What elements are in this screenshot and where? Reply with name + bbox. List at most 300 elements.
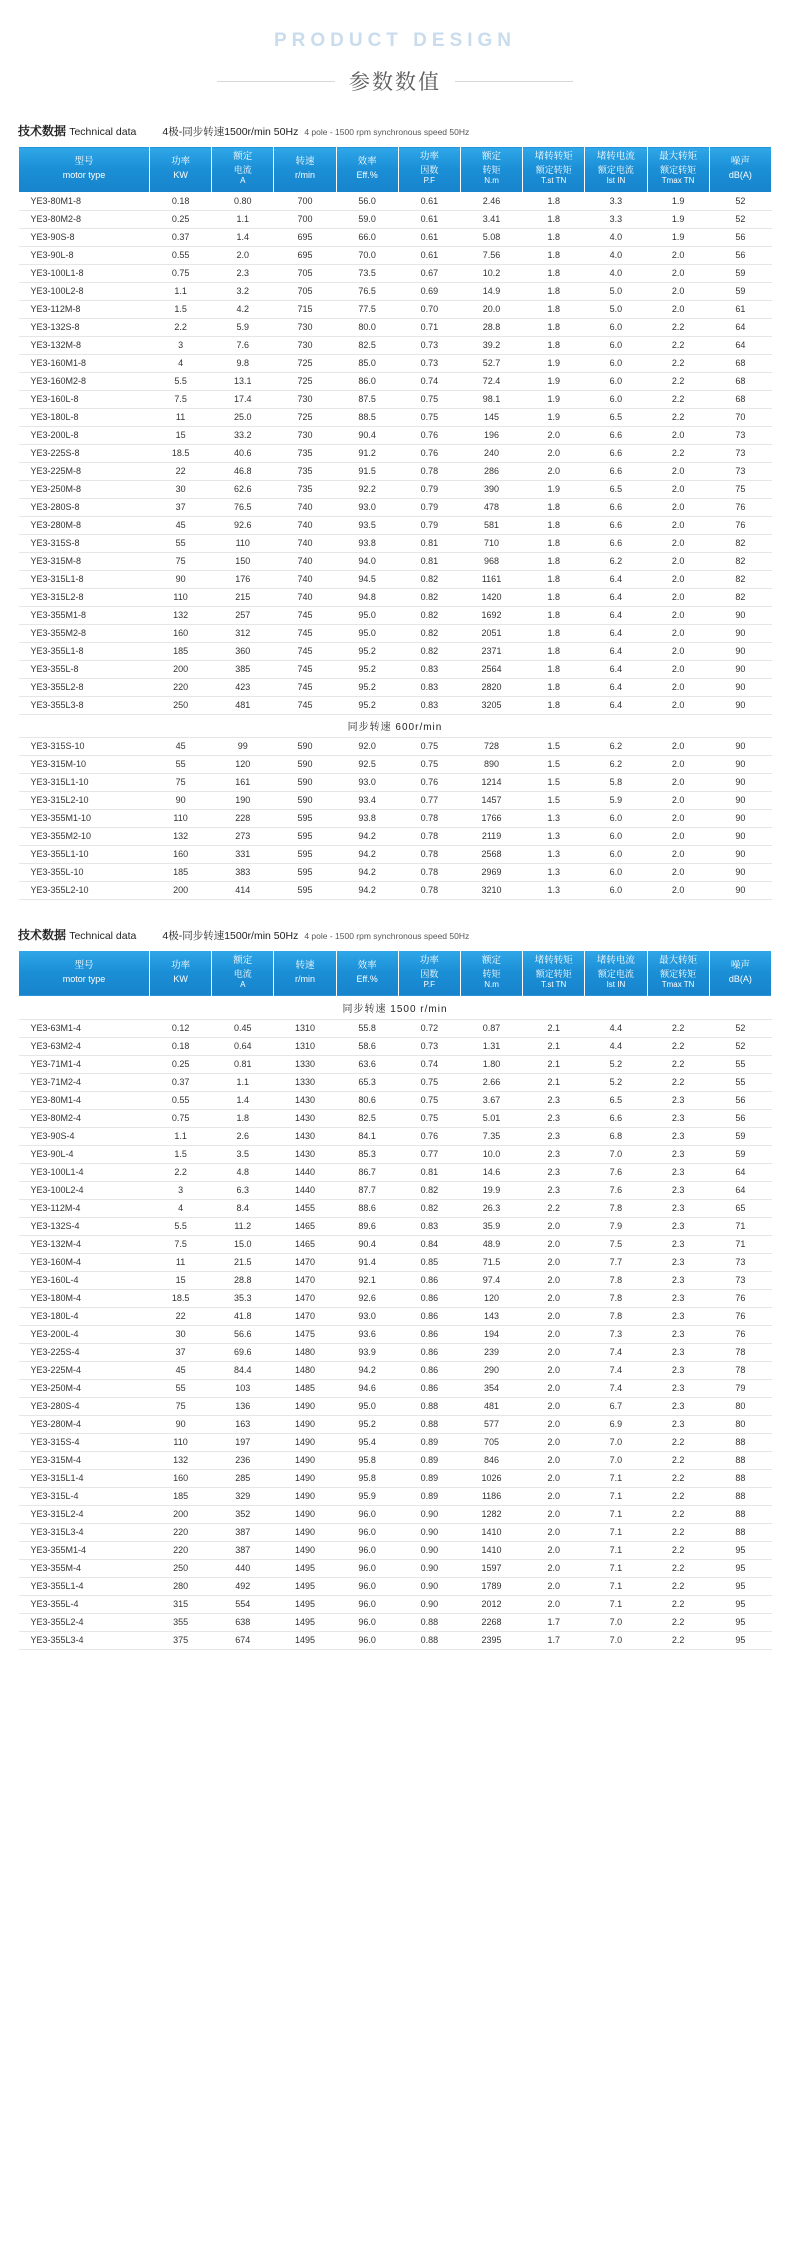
- cell-value: 15: [150, 426, 212, 444]
- cell-value: 0.78: [398, 863, 460, 881]
- cell-value: 2.3: [523, 1145, 585, 1163]
- cell-value: 0.74: [398, 1055, 460, 1073]
- cell-value: 2.2: [647, 390, 709, 408]
- cell-value: 94.8: [336, 588, 398, 606]
- cell-value: 5.9: [585, 791, 647, 809]
- table-row: [19, 336, 772, 354]
- spec-table: [18, 950, 772, 1650]
- cell-value: 88: [709, 1433, 771, 1451]
- cell-value: 90: [709, 606, 771, 624]
- cell-value: 1310: [274, 1037, 336, 1055]
- cell-value: 75: [150, 552, 212, 570]
- cell-value: 93.6: [336, 1325, 398, 1343]
- cell-value: 95.0: [336, 1397, 398, 1415]
- cell-value: 1.8: [523, 498, 585, 516]
- cell-value: 2.0: [647, 845, 709, 863]
- cell-motor-type: YE3-80M2-8: [19, 210, 150, 228]
- cell-value: 26.3: [460, 1199, 522, 1217]
- page-title-cn: 参数数值: [349, 71, 441, 94]
- cell-value: 62.6: [212, 480, 274, 498]
- cell-value: 1.8: [523, 210, 585, 228]
- cell-value: 2.0: [523, 1397, 585, 1415]
- cell-value: 76: [709, 1289, 771, 1307]
- cell-value: 1490: [274, 1451, 336, 1469]
- cell-value: 4.0: [585, 264, 647, 282]
- cell-value: 1.3: [523, 809, 585, 827]
- cell-value: 375: [150, 1631, 212, 1649]
- cell-value: 0.81: [398, 534, 460, 552]
- cell-value: 700: [274, 210, 336, 228]
- column-header: 型号 motor type: [19, 950, 150, 996]
- cell-motor-type: YE3-71M2-4: [19, 1073, 150, 1091]
- cell-value: 64: [709, 1181, 771, 1199]
- cell-value: 185: [150, 642, 212, 660]
- cell-value: 78: [709, 1343, 771, 1361]
- column-header: 效率 Eff.%: [336, 950, 398, 996]
- cell-value: 2.2: [647, 1019, 709, 1037]
- cell-motor-type: YE3-315L1-4: [19, 1469, 150, 1487]
- cell-value: 90: [150, 570, 212, 588]
- cell-value: 15.0: [212, 1235, 274, 1253]
- cell-value: 11: [150, 408, 212, 426]
- cell-value: 0.77: [398, 791, 460, 809]
- cell-value: 0.18: [150, 1037, 212, 1055]
- cell-value: 745: [274, 606, 336, 624]
- cell-value: 200: [150, 1505, 212, 1523]
- cell-motor-type: YE3-280S-8: [19, 498, 150, 516]
- cell-motor-type: YE3-132M-8: [19, 336, 150, 354]
- cell-value: 132: [150, 606, 212, 624]
- cell-motor-type: YE3-315L2-8: [19, 588, 150, 606]
- cell-value: 6.0: [585, 318, 647, 336]
- cell-value: 590: [274, 755, 336, 773]
- cell-value: 2.2: [647, 1055, 709, 1073]
- table-row: [19, 1613, 772, 1631]
- cell-value: 2.0: [647, 881, 709, 899]
- cell-value: 2.0: [647, 246, 709, 264]
- cell-value: 90: [709, 791, 771, 809]
- cell-value: 90: [709, 642, 771, 660]
- table-row: [19, 755, 772, 773]
- cell-value: 2.2: [647, 1559, 709, 1577]
- cell-value: 705: [274, 264, 336, 282]
- cell-value: 1470: [274, 1307, 336, 1325]
- cell-value: 2.3: [647, 1199, 709, 1217]
- cell-motor-type: YE3-132M-4: [19, 1235, 150, 1253]
- table-row: [19, 210, 772, 228]
- cell-value: 7.8: [585, 1199, 647, 1217]
- cell-value: 93.9: [336, 1343, 398, 1361]
- cell-value: 2.0: [523, 1307, 585, 1325]
- cell-value: 2.0: [647, 426, 709, 444]
- cell-value: 7.0: [585, 1613, 647, 1631]
- table-row: [19, 192, 772, 210]
- table-row: [19, 264, 772, 282]
- cell-value: 2.0: [647, 642, 709, 660]
- cell-value: 1.9: [523, 372, 585, 390]
- cell-motor-type: YE3-80M1-4: [19, 1091, 150, 1109]
- cell-value: 1692: [460, 606, 522, 624]
- cell-value: 1470: [274, 1253, 336, 1271]
- cell-value: 91.5: [336, 462, 398, 480]
- column-header: 转速 r/min: [274, 950, 336, 996]
- cell-value: 0.90: [398, 1523, 460, 1541]
- cell-value: 6.6: [585, 426, 647, 444]
- cell-value: 1490: [274, 1433, 336, 1451]
- cell-value: 103: [212, 1379, 274, 1397]
- cell-value: 82.5: [336, 1109, 398, 1127]
- cell-value: 1.8: [523, 516, 585, 534]
- cell-value: 1.8: [212, 1109, 274, 1127]
- cell-value: 76: [709, 1307, 771, 1325]
- cell-value: 37: [150, 1343, 212, 1361]
- cell-value: 1.8: [523, 318, 585, 336]
- cell-value: 5.5: [150, 1217, 212, 1235]
- cell-value: 725: [274, 408, 336, 426]
- cell-value: 2.0: [523, 1361, 585, 1379]
- cell-value: 2.0: [647, 863, 709, 881]
- cell-value: 48.9: [460, 1235, 522, 1253]
- cell-value: 56.0: [336, 192, 398, 210]
- cell-value: 7.6: [212, 336, 274, 354]
- cell-value: 236: [212, 1451, 274, 1469]
- cell-value: 383: [212, 863, 274, 881]
- cell-value: 94.2: [336, 827, 398, 845]
- cell-value: 0.18: [150, 192, 212, 210]
- cell-value: 0.90: [398, 1577, 460, 1595]
- cell-value: 2.0: [647, 282, 709, 300]
- cell-value: 7.9: [585, 1217, 647, 1235]
- cell-value: 76: [709, 498, 771, 516]
- table-row: [19, 1325, 772, 1343]
- cell-value: 88.6: [336, 1199, 398, 1217]
- cell-value: 0.83: [398, 696, 460, 714]
- cell-value: 66.0: [336, 228, 398, 246]
- cell-value: 6.6: [585, 498, 647, 516]
- cell-value: 385: [212, 660, 274, 678]
- cell-value: 55.8: [336, 1019, 398, 1037]
- cell-value: 82: [709, 570, 771, 588]
- cell-value: 7.8: [585, 1307, 647, 1325]
- cell-value: 1430: [274, 1091, 336, 1109]
- cell-value: 19.9: [460, 1181, 522, 1199]
- cell-value: 52.7: [460, 354, 522, 372]
- column-header: 额定 转矩 N.m: [460, 950, 522, 996]
- cell-motor-type: YE3-355L2-10: [19, 881, 150, 899]
- cell-value: 414: [212, 881, 274, 899]
- cell-value: 2.0: [647, 480, 709, 498]
- cell-motor-type: YE3-80M1-8: [19, 192, 150, 210]
- cell-motor-type: YE3-225S-8: [19, 444, 150, 462]
- cell-value: 110: [150, 809, 212, 827]
- cell-value: 55: [709, 1055, 771, 1073]
- cell-value: 2.3: [523, 1091, 585, 1109]
- cell-value: 6.0: [585, 336, 647, 354]
- cell-value: 85.3: [336, 1145, 398, 1163]
- cell-value: 6.0: [585, 372, 647, 390]
- table-row: [19, 1379, 772, 1397]
- cell-value: 0.79: [398, 498, 460, 516]
- table-row: [19, 1019, 772, 1037]
- cell-value: 0.82: [398, 588, 460, 606]
- cell-value: 6.7: [585, 1397, 647, 1415]
- cell-value: 55: [150, 534, 212, 552]
- cell-value: 196: [460, 426, 522, 444]
- cell-value: 2.0: [647, 791, 709, 809]
- cell-value: 215: [212, 588, 274, 606]
- cell-value: 2.0: [523, 1541, 585, 1559]
- cell-value: 163: [212, 1415, 274, 1433]
- cell-value: 0.45: [212, 1019, 274, 1037]
- table-row: [19, 480, 772, 498]
- cell-value: 56: [709, 1109, 771, 1127]
- cell-value: 2.3: [523, 1109, 585, 1127]
- table-row: [19, 1505, 772, 1523]
- cell-value: 6.4: [585, 570, 647, 588]
- cell-value: 3205: [460, 696, 522, 714]
- cell-motor-type: YE3-355L2-4: [19, 1613, 150, 1631]
- cell-value: 968: [460, 552, 522, 570]
- cell-value: 185: [150, 863, 212, 881]
- cell-value: 37: [150, 498, 212, 516]
- cell-value: 95: [709, 1595, 771, 1613]
- table-row: [19, 1037, 772, 1055]
- cell-value: 228: [212, 809, 274, 827]
- cell-value: 0.88: [398, 1613, 460, 1631]
- column-header: 转速 r/min: [274, 147, 336, 193]
- cell-motor-type: YE3-132S-8: [19, 318, 150, 336]
- cell-value: 95.2: [336, 660, 398, 678]
- cell-value: 6.2: [585, 552, 647, 570]
- cell-value: 79: [709, 1379, 771, 1397]
- section-title-en: Technical data: [69, 929, 137, 942]
- section-title-cn: 技术数据: [18, 927, 67, 942]
- cell-value: 2.6: [212, 1127, 274, 1145]
- cell-value: 1465: [274, 1217, 336, 1235]
- cell-value: 93.0: [336, 773, 398, 791]
- column-header: 额定 转矩 N.m: [460, 147, 522, 193]
- cell-value: 95.2: [336, 678, 398, 696]
- cell-value: 352: [212, 1505, 274, 1523]
- cell-value: 33.2: [212, 426, 274, 444]
- cell-value: 0.75: [398, 755, 460, 773]
- cell-value: 1490: [274, 1505, 336, 1523]
- cell-motor-type: YE3-355L3-8: [19, 696, 150, 714]
- spec-table: [18, 146, 772, 900]
- cell-value: 705: [274, 282, 336, 300]
- cell-value: 68: [709, 372, 771, 390]
- cell-value: 423: [212, 678, 274, 696]
- cell-value: 1.8: [523, 192, 585, 210]
- cell-value: 2.3: [647, 1271, 709, 1289]
- cell-value: 1.5: [523, 737, 585, 755]
- cell-value: 22: [150, 1307, 212, 1325]
- cell-value: 0.79: [398, 516, 460, 534]
- cell-value: 0.73: [398, 1037, 460, 1055]
- table-row: [19, 318, 772, 336]
- cell-motor-type: YE3-90S-4: [19, 1127, 150, 1145]
- cell-value: 2.3: [647, 1361, 709, 1379]
- table-row: [19, 588, 772, 606]
- table-row: [19, 737, 772, 755]
- cell-motor-type: YE3-180L-4: [19, 1307, 150, 1325]
- cell-value: 90: [709, 773, 771, 791]
- cell-value: 7.56: [460, 246, 522, 264]
- cell-value: 0.25: [150, 210, 212, 228]
- cell-value: 0.86: [398, 1325, 460, 1343]
- cell-value: 735: [274, 480, 336, 498]
- section-subtitle-en: 4 pole - 1500 rpm synchronous speed 50Hz: [304, 930, 470, 941]
- cell-value: 1.8: [523, 552, 585, 570]
- cell-motor-type: YE3-90S-8: [19, 228, 150, 246]
- cell-value: 84.4: [212, 1361, 274, 1379]
- cell-value: 6.2: [585, 755, 647, 773]
- cell-value: 2.3: [647, 1379, 709, 1397]
- cell-value: 2.0: [523, 1217, 585, 1235]
- cell-value: 1.5: [523, 755, 585, 773]
- cell-value: 8.4: [212, 1199, 274, 1217]
- cell-value: 1.5: [150, 1145, 212, 1163]
- cell-value: 2.3: [647, 1109, 709, 1127]
- cell-value: 0.82: [398, 1199, 460, 1217]
- cell-value: 0.86: [398, 1379, 460, 1397]
- cell-value: 1440: [274, 1181, 336, 1199]
- cell-value: 77.5: [336, 300, 398, 318]
- cell-motor-type: YE3-63M2-4: [19, 1037, 150, 1055]
- cell-motor-type: YE3-200L-4: [19, 1325, 150, 1343]
- cell-value: 0.75: [398, 1091, 460, 1109]
- cell-value: 45: [150, 516, 212, 534]
- cell-motor-type: YE3-112M-4: [19, 1199, 150, 1217]
- cell-value: 2.3: [523, 1127, 585, 1145]
- cell-value: 28.8: [212, 1271, 274, 1289]
- cell-value: 1470: [274, 1289, 336, 1307]
- cell-value: 2.1: [523, 1055, 585, 1073]
- cell-value: 176: [212, 570, 274, 588]
- cell-value: 87.5: [336, 390, 398, 408]
- cell-value: 2969: [460, 863, 522, 881]
- cell-motor-type: YE3-355L-10: [19, 863, 150, 881]
- cell-value: 72.4: [460, 372, 522, 390]
- cell-value: 581: [460, 516, 522, 534]
- cell-value: 7.0: [585, 1631, 647, 1649]
- cell-value: 2.2: [647, 1451, 709, 1469]
- table-row: [19, 773, 772, 791]
- cell-value: 239: [460, 1343, 522, 1361]
- cell-value: 1.80: [460, 1055, 522, 1073]
- cell-motor-type: YE3-225S-4: [19, 1343, 150, 1361]
- cell-value: 2.0: [647, 624, 709, 642]
- cell-motor-type: YE3-355L2-8: [19, 678, 150, 696]
- table-row: [19, 1361, 772, 1379]
- cell-value: 0.61: [398, 228, 460, 246]
- cell-value: 2.2: [647, 1577, 709, 1595]
- cell-motor-type: YE3-355L-8: [19, 660, 150, 678]
- cell-value: 1490: [274, 1469, 336, 1487]
- cell-value: 59: [709, 1145, 771, 1163]
- cell-value: 1495: [274, 1613, 336, 1631]
- table-row: [19, 1343, 772, 1361]
- cell-value: 95: [709, 1559, 771, 1577]
- cell-value: 2.0: [647, 809, 709, 827]
- cell-value: 95.4: [336, 1433, 398, 1451]
- cell-value: 73.5: [336, 264, 398, 282]
- cell-value: 45: [150, 737, 212, 755]
- cell-value: 745: [274, 678, 336, 696]
- cell-value: 1420: [460, 588, 522, 606]
- cell-value: 0.67: [398, 264, 460, 282]
- cell-value: 740: [274, 498, 336, 516]
- cell-value: 2.2: [647, 1523, 709, 1541]
- cell-value: 730: [274, 318, 336, 336]
- cell-value: 0.88: [398, 1397, 460, 1415]
- cell-value: 0.86: [398, 1361, 460, 1379]
- cell-value: 30: [150, 1325, 212, 1343]
- cell-value: 735: [274, 462, 336, 480]
- cell-value: 90: [709, 678, 771, 696]
- cell-value: 2.2: [647, 1541, 709, 1559]
- cell-value: 80.0: [336, 318, 398, 336]
- cell-value: 2.3: [647, 1163, 709, 1181]
- cell-value: 88: [709, 1451, 771, 1469]
- cell-value: 1.3: [523, 845, 585, 863]
- cell-value: 73: [709, 462, 771, 480]
- cell-value: 6.4: [585, 624, 647, 642]
- cell-value: 0.83: [398, 678, 460, 696]
- cell-value: 2.2: [647, 1631, 709, 1649]
- cell-value: 2.0: [523, 1271, 585, 1289]
- table-row: [19, 1181, 772, 1199]
- cell-value: 7.4: [585, 1379, 647, 1397]
- column-header: 堵转电流 额定电流 Ist IN: [585, 950, 647, 996]
- cell-value: 0.74: [398, 372, 460, 390]
- cell-value: 7.1: [585, 1487, 647, 1505]
- cell-value: 273: [212, 827, 274, 845]
- cell-value: 2.0: [523, 1253, 585, 1271]
- cell-value: 1.3: [523, 881, 585, 899]
- column-header: 功率 KW: [150, 147, 212, 193]
- cell-value: 2395: [460, 1631, 522, 1649]
- cell-value: 15: [150, 1271, 212, 1289]
- cell-value: 110: [150, 588, 212, 606]
- cell-value: 86.0: [336, 372, 398, 390]
- cell-value: 2.2: [647, 1487, 709, 1505]
- cell-value: 2.2: [647, 1595, 709, 1613]
- table-row: [19, 1235, 772, 1253]
- cell-value: 70: [709, 408, 771, 426]
- cell-value: 82.5: [336, 336, 398, 354]
- cell-value: 150: [212, 552, 274, 570]
- cell-value: 7.1: [585, 1577, 647, 1595]
- cell-value: 2.1: [523, 1019, 585, 1037]
- cell-value: 0.79: [398, 480, 460, 498]
- cell-motor-type: YE3-355M-4: [19, 1559, 150, 1577]
- cell-value: 390: [460, 480, 522, 498]
- table-header-row: [19, 950, 772, 996]
- cell-value: 0.82: [398, 606, 460, 624]
- cell-value: 0.86: [398, 1289, 460, 1307]
- cell-value: 0.89: [398, 1451, 460, 1469]
- cell-value: 6.2: [585, 737, 647, 755]
- cell-value: 73: [709, 1271, 771, 1289]
- cell-value: 2.3: [647, 1235, 709, 1253]
- cell-value: 0.55: [150, 1091, 212, 1109]
- table-row: [19, 1163, 772, 1181]
- cell-value: 2.0: [647, 773, 709, 791]
- cell-motor-type: YE3-355L1-4: [19, 1577, 150, 1595]
- cell-value: 88: [709, 1523, 771, 1541]
- cell-value: 18.5: [150, 1289, 212, 1307]
